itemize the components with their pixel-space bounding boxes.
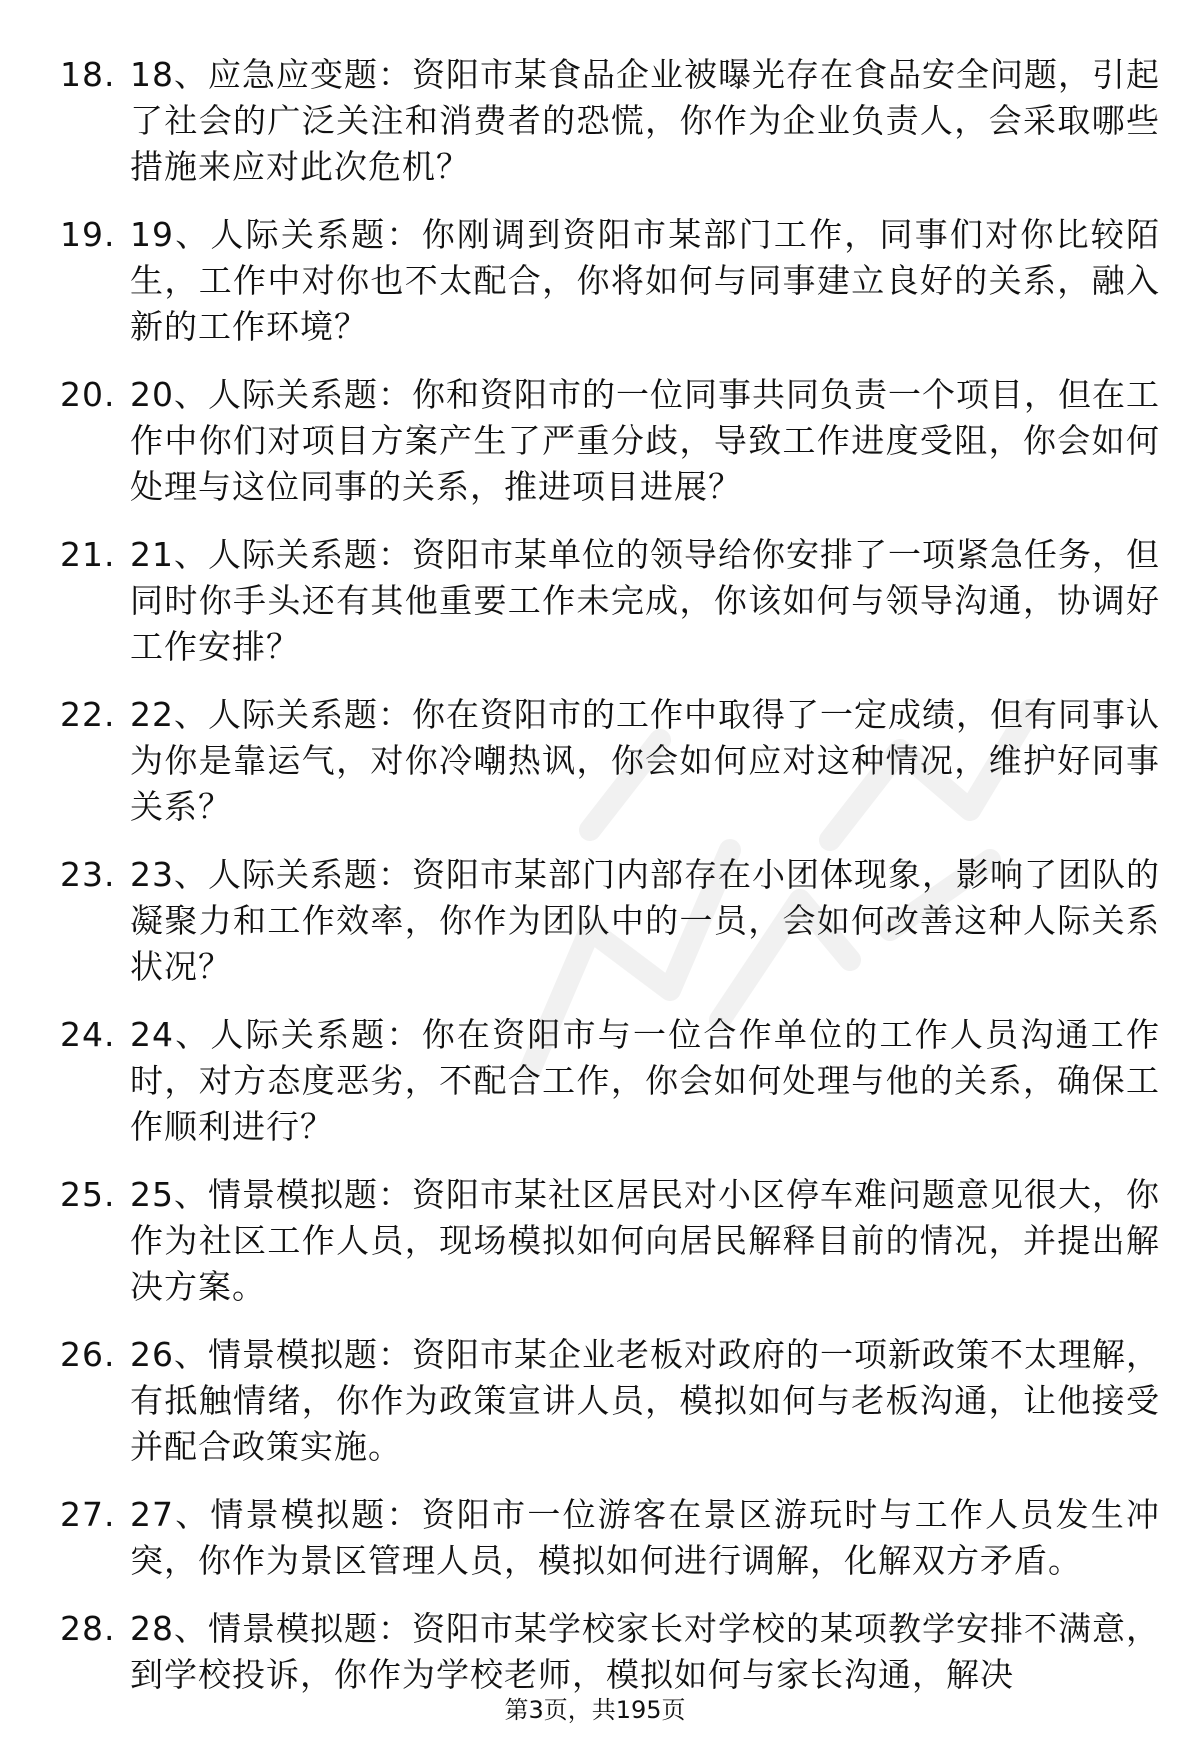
question-number: 22. xyxy=(60,695,116,734)
question-text: 24、人际关系题：你在资阳市与一位合作单位的工作人员沟通工作时，对方态度恶劣，不配合工作，你会如何处理与他的关系，确保工作顺利进行？ xyxy=(130,1015,1160,1146)
question-text: 25、情景模拟题：资阳市某社区居民对小区停车难问题意见很大，你作为社区工作人员，现场模拟如何向居民解释目前的情况，并提出解决方案。 xyxy=(130,1175,1160,1306)
question-number: 19. xyxy=(60,215,116,254)
question-text: 23、人际关系题：资阳市某部门内部存在小团体现象，影响了团队的凝聚力和工作效率，你作为团队中的一员，会如何改善这种人际关系状况？ xyxy=(130,855,1160,986)
question-number: 25. xyxy=(60,1175,116,1214)
question-number: 24. xyxy=(60,1015,116,1054)
question-number: 23. xyxy=(60,855,116,894)
question-list xyxy=(60,52,1160,1720)
question-text: 27、情景模拟题：资阳市一位游客在景区游玩时与工作人员发生冲突，你作为景区管理人员，模拟如何进行调解，化解双方矛盾。 xyxy=(130,1495,1160,1580)
question-text: 20、人际关系题：你和资阳市的一位同事共同负责一个项目，但在工作中你们对项目方案产生了严重分歧，导致工作进度受阻，你会如何处理与这位同事的关系，推进项目进展？ xyxy=(130,375,1160,506)
page-footer: 第3页，共195页 xyxy=(504,1696,686,1724)
list-item xyxy=(60,1012,1160,1150)
question-text: 28、情景模拟题：资阳市某学校家长对学校的某项教学安排不满意，到学校投诉，你作为学校老师，模拟如何与家长沟通，解决 xyxy=(130,1609,1160,1694)
list-item xyxy=(60,1492,1160,1584)
list-item xyxy=(60,1332,1160,1470)
question-number: 18. xyxy=(60,55,116,94)
question-number: 20. xyxy=(60,375,116,414)
question-number: 27. xyxy=(60,1495,116,1534)
question-number: 26. xyxy=(60,1335,116,1374)
list-item xyxy=(60,692,1160,830)
list-item xyxy=(60,1172,1160,1310)
list-item xyxy=(60,372,1160,510)
list-item xyxy=(60,532,1160,670)
question-number: 21. xyxy=(60,535,116,574)
question-text: 18、应急应变题：资阳市某食品企业被曝光存在食品安全问题，引起了社会的广泛关注和消费者的恐慌，你作为企业负责人，会采取哪些措施来应对此次危机？ xyxy=(130,55,1160,186)
question-number: 28. xyxy=(60,1609,116,1648)
question-text: 26、情景模拟题：资阳市某企业老板对政府的一项新政策不太理解，有抵触情绪，你作为政策宣讲人员，模拟如何与老板沟通，让他接受并配合政策实施。 xyxy=(130,1335,1160,1466)
question-text: 22、人际关系题：你在资阳市的工作中取得了一定成绩，但有同事认为你是靠运气，对你冷嘲热讽，你会如何应对这种情况，维护好同事关系？ xyxy=(130,695,1160,826)
list-item xyxy=(60,52,1160,190)
question-text: 21、人际关系题：资阳市某单位的领导给你安排了一项紧急任务，但同时你手头还有其他重要工作未完成，你该如何与领导沟通，协调好工作安排？ xyxy=(130,535,1160,666)
list-item xyxy=(60,212,1160,350)
list-item xyxy=(60,1606,1160,1698)
question-text: 19、人际关系题：你刚调到资阳市某部门工作，同事们对你比较陌生，工作中对你也不太配合，你将如何与同事建立良好的关系，融入新的工作环境？ xyxy=(130,215,1160,346)
list-item xyxy=(60,852,1160,990)
